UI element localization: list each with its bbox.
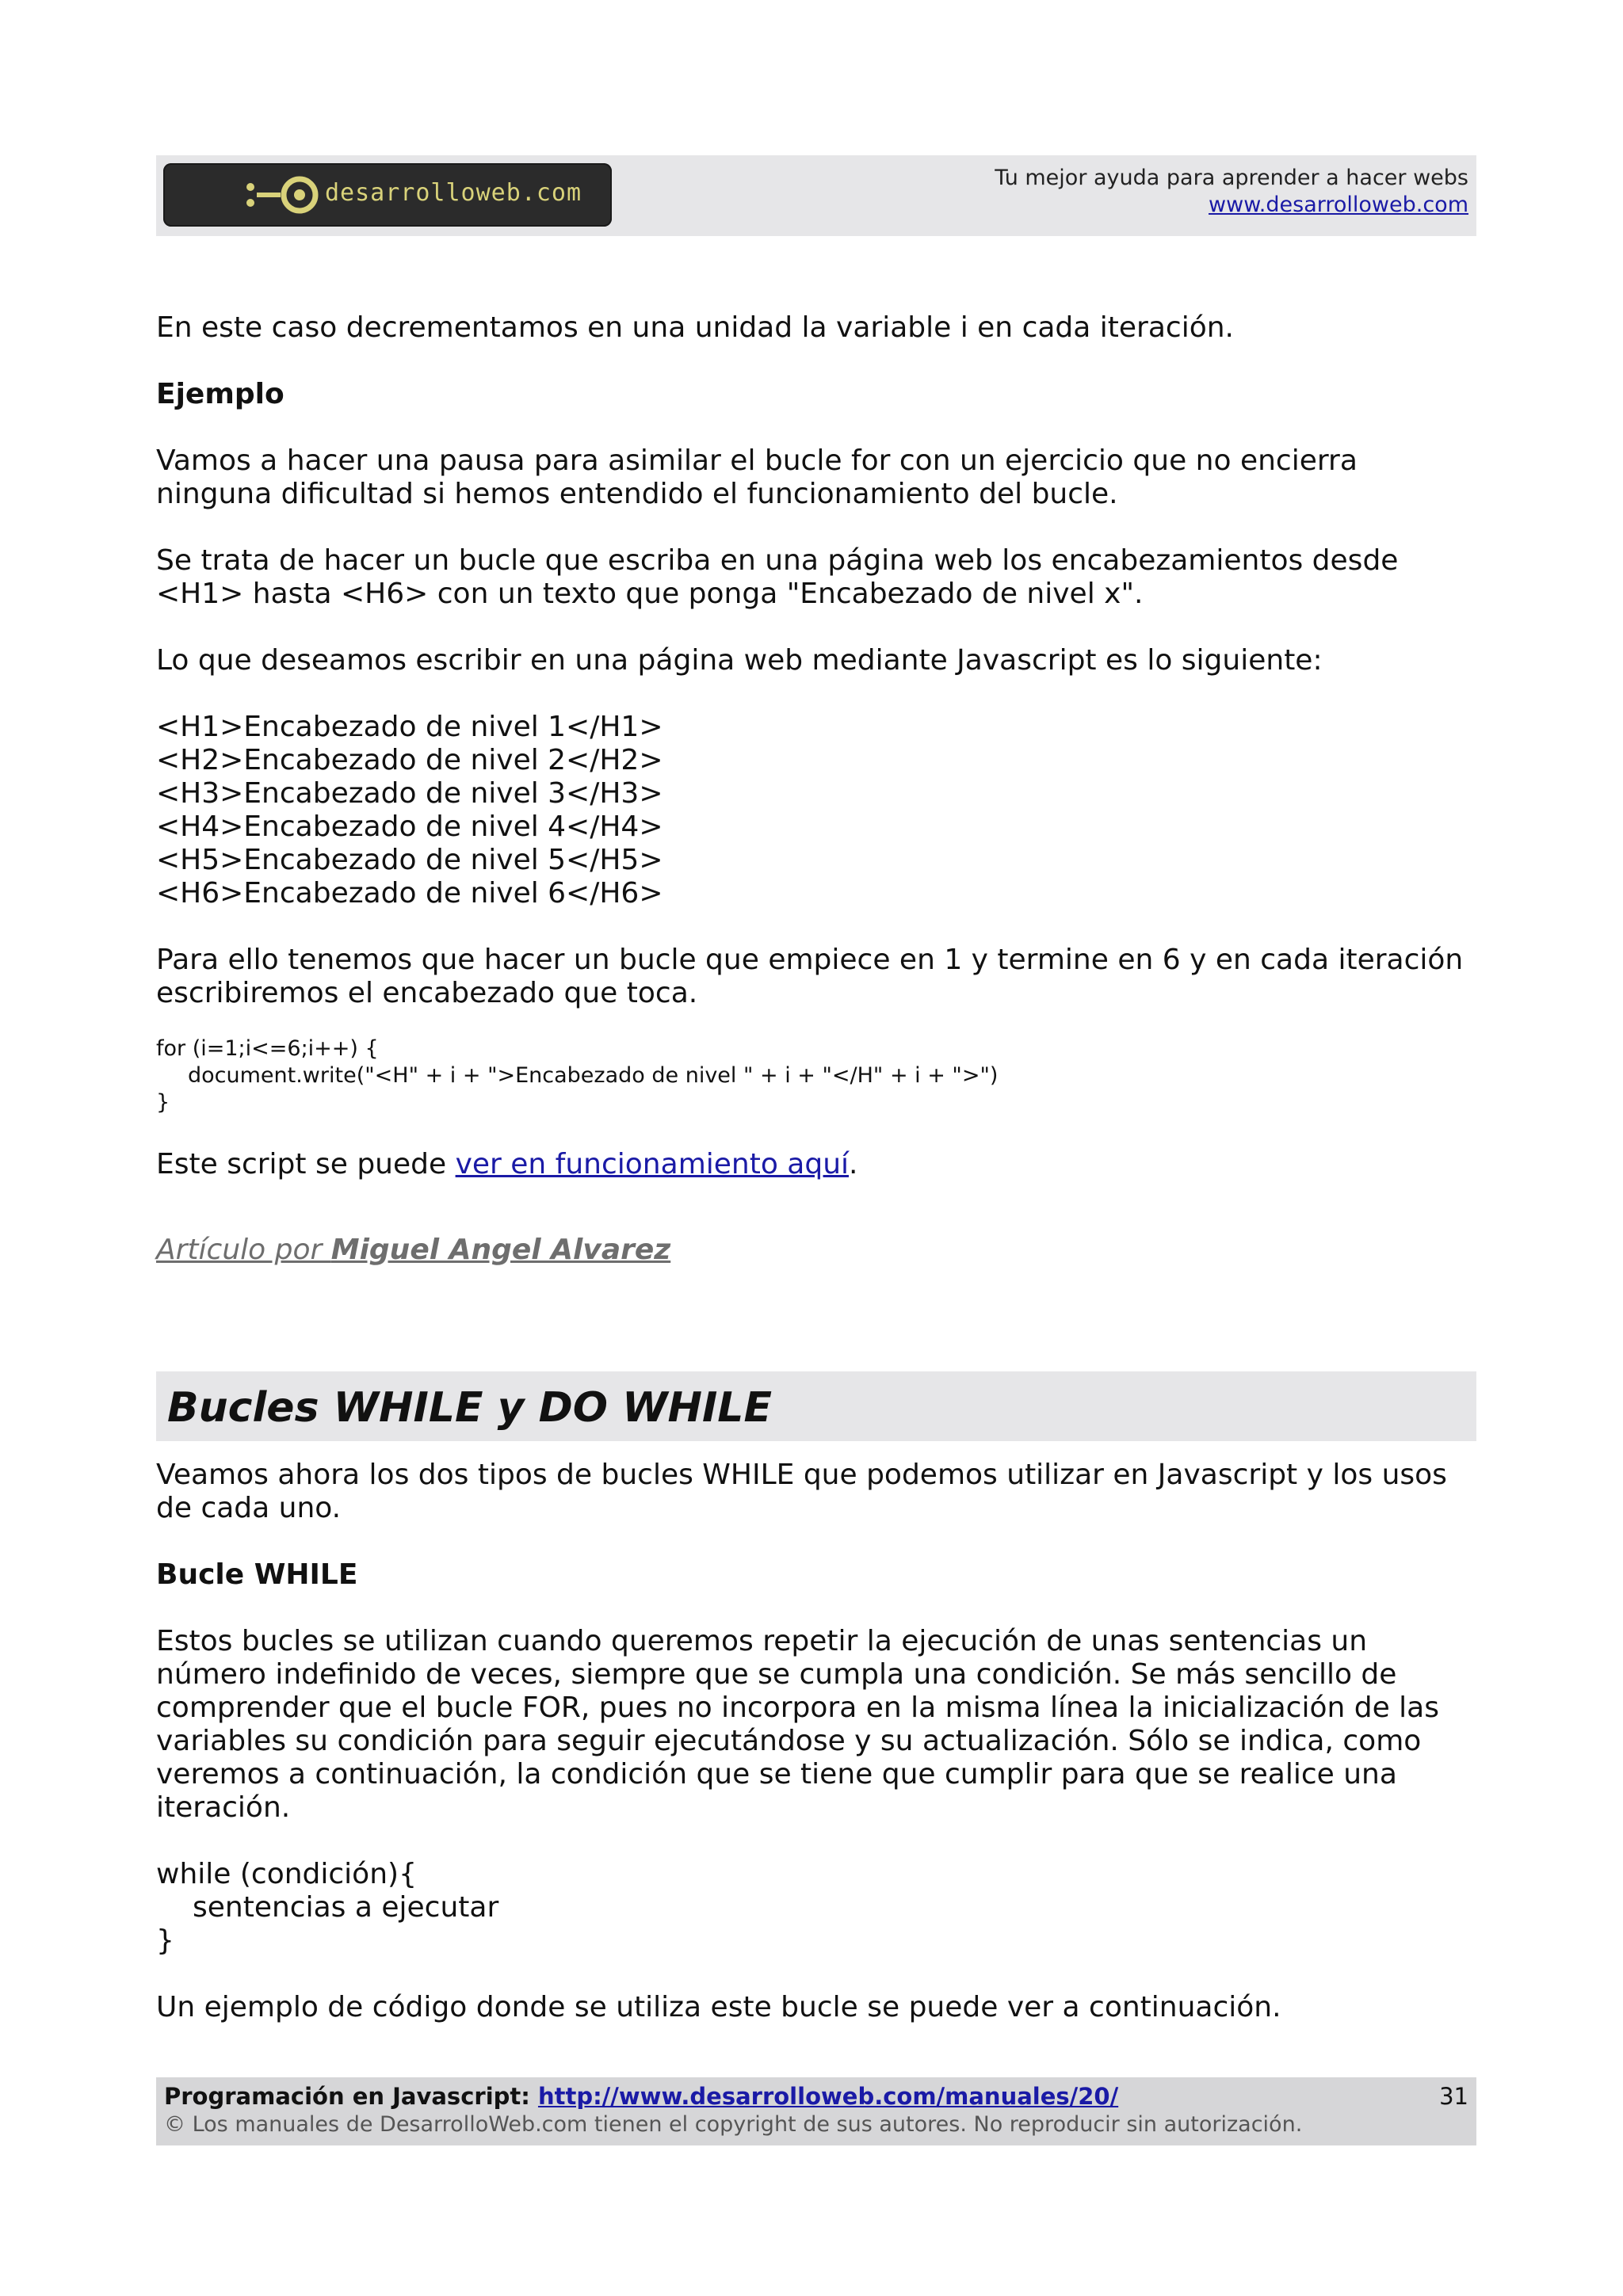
page-number: 31 [1439,2083,1468,2110]
code-line: } [156,1924,174,1957]
paragraph-with-link [156,1148,1476,1181]
code-line: document.write("<H" + i + ">Encabezado de nivel " + i + "</H" + i + ">") [188,1063,999,1088]
heading-line: <H4>Encabezado de nivel 4</H4> [156,810,663,843]
subheading-while: Bucle WHILE [156,1558,358,1591]
heading-line: <H3>Encabezado de nivel 3</H3> [156,777,663,810]
footer-label: Programación en Javascript: [164,2083,538,2110]
header-site-link[interactable]: www.desarrolloweb.com [1209,193,1468,217]
code-line: } [156,1090,170,1115]
text: Este script se puede [156,1148,456,1180]
byline-author: Miguel Angel Alvarez [330,1234,671,1266]
footer-copyright: © Los manuales de DesarrolloWeb.com tienen el copyright de sus autores. No reproducir sin autorización. [164,2112,1303,2137]
paragraph: Veamos ahora los dos tipos de bucles WHILE que podemos utilizar en Javascript y los usos de cada uno. [156,1459,1447,1524]
paragraph: Estos bucles se utilizan cuando queremos repetir la ejecución de unas sentencias un número indefinido de veces, siempre que se cumpla una condición. Se más sencillo de comprender que el bucle FOR, pues no incorpora en la misma línea la inicialización de las variables su condición para seguir ejecutándose y su actualización. Sólo se indica, como veremos a continuación, la condición que se tiene que cumplir para que se realice una iteración. [156,1625,1439,1824]
heading-line: <H1>Encabezado de nivel 1</H1> [156,711,663,743]
demo-link[interactable]: ver en funcionamiento aquí [455,1148,850,1180]
byline-prefix: Artículo por [156,1234,331,1266]
footer-manual-link[interactable]: http://www.desarrolloweb.com/manuales/20/ [537,2083,1119,2110]
code-line: for (i=1;i<=6;i++) { [156,1036,379,1061]
subheading-ejemplo: Ejemplo [156,378,285,410]
section-title: Bucles WHILE y DO WHILE [156,1371,1476,1441]
heading-line: <H5>Encabezado de nivel 5</H5> [156,844,663,876]
code-line: while (condición){ [156,1858,417,1890]
logo-text: desarrolloweb.com [325,179,582,207]
paragraph: Para ello tenemos que hacer un bucle que empiece en 1 y termine en 6 y en cada iteración escribiremos el encabezado que toca. [156,944,1464,1009]
site-logo[interactable] [163,163,612,227]
headings-list [156,711,1476,910]
article-byline[interactable] [156,1234,1476,1267]
main-content [156,311,1476,2058]
code-block-for [156,1035,1476,1116]
heading-line: <H6>Encabezado de nivel 6</H6> [156,877,663,910]
tagline-text: Tu mejor ayuda para aprender a hacer webs [995,166,1468,190]
code-line: sentencias a ejecutar [193,1891,499,1924]
code-block-while [156,1858,1476,1958]
paragraph: Un ejemplo de código donde se utiliza este bucle se puede ver a continuación. [156,1991,1281,2023]
heading-line: <H2>Encabezado de nivel 2</H2> [156,744,663,776]
paragraph: Lo que deseamos escribir en una página web mediante Javascript es lo siguiente: [156,644,1323,677]
footer-title [164,2082,1118,2111]
text: . [849,1148,858,1180]
page-header [156,155,1476,236]
paragraph: Vamos a hacer una pausa para asimilar el bucle for con un ejercicio que no encierra ninguna dificultad si hemos entendido el funcionamiento del bucle. [156,444,1358,510]
paragraph: Se trata de hacer un bucle que escriba en una página web los encabezamientos desde <H1> hasta <H6> con un texto que ponga "Encabezado de nivel x". [156,544,1399,610]
page-footer [156,2077,1476,2145]
logo-mark-icon [239,176,327,214]
header-tagline [995,165,1468,219]
paragraph: En este caso decrementamos en una unidad la variable i en cada iteración. [156,311,1234,344]
